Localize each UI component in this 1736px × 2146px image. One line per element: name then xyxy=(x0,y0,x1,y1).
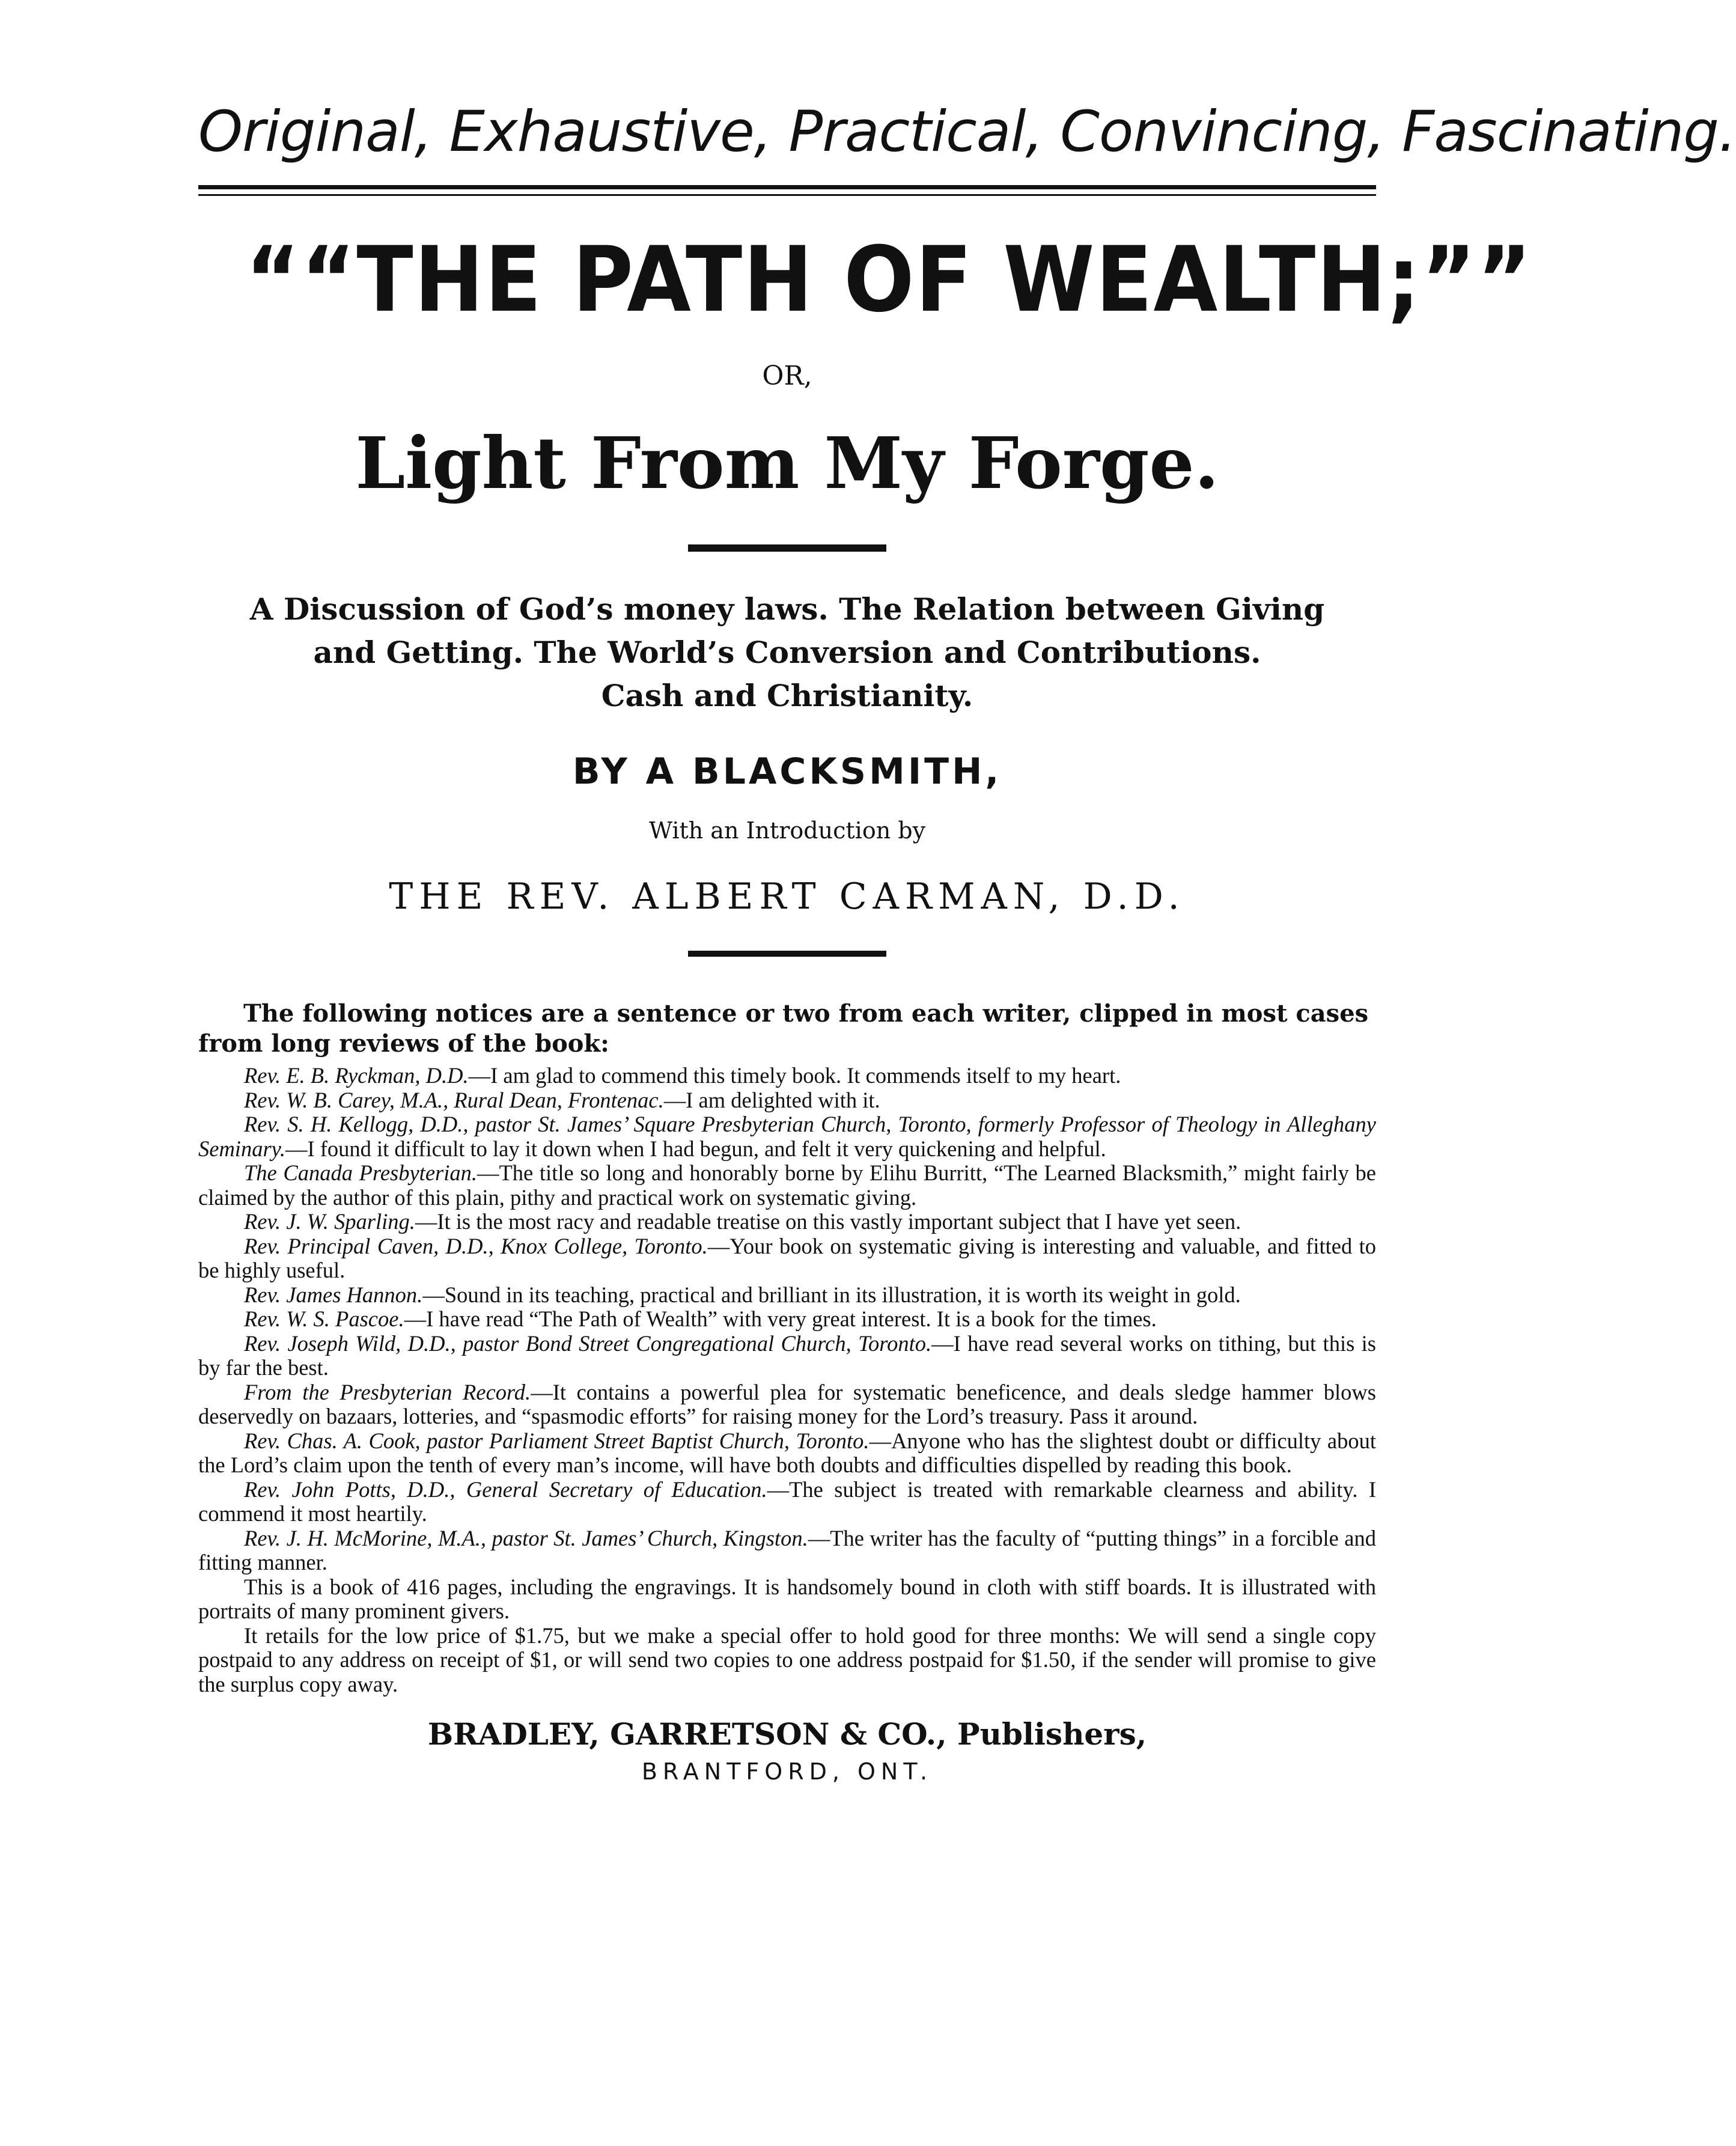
notice-text: —I am glad to commend this timely book. It commends itself to my heart. xyxy=(468,1063,1121,1088)
notice-source: Rev. E. B. Ryckman, D.D. xyxy=(244,1063,469,1088)
publisher-city: BRANTFORD, ONT. xyxy=(641,1758,933,1785)
notice-source: Rev. W. B. Carey, M.A., Rural Dean, Frontenac. xyxy=(244,1087,664,1112)
notice-text: —Anyone who has the slightest doubt or difficulty about the Lord’s claim upon the tenth of every man’s income, will have both doubts and difficulties dispelled by reading this book. xyxy=(198,1428,1376,1477)
notice xyxy=(198,1526,1376,1575)
notice xyxy=(198,1210,1376,1234)
notice-source: The Canada Presbyterian. xyxy=(244,1160,477,1185)
author-line: BY A BLACKSMITH, xyxy=(572,751,1002,793)
divider-rule-2 xyxy=(688,951,886,957)
notices-list xyxy=(198,1064,1376,1696)
notice-source: Rev. J. W. Sparling. xyxy=(244,1209,415,1234)
notice xyxy=(198,1478,1376,1526)
notice-text: It retails for the low price of $1.75, but we make a special offer to hold good for three months: We will send a single copy postpaid to any address on receipt of $1, or will send two copies to one address postpaid for $1.50, if the sender will promise to give the surplus copy away. xyxy=(198,1623,1376,1696)
notice xyxy=(198,1429,1376,1478)
notice xyxy=(198,1380,1376,1429)
book-description xyxy=(198,588,1376,718)
notice xyxy=(198,1332,1376,1380)
book-subtitle: Light From My Forge. xyxy=(355,421,1219,505)
description-line-1: A Discussion of God’s money laws. The Relation between Giving xyxy=(249,591,1325,627)
tagline: Original, Exhaustive, Practical, Convincing, Fascinating. xyxy=(198,99,1736,165)
notice-text: —The subject is treated with remarkable clearness and ability. I commend it most heartily. xyxy=(198,1477,1376,1526)
notice-text: —The writer has the faculty of “putting things” in a forcible and fitting manner. xyxy=(198,1525,1377,1574)
notice-text: —I found it difficult to lay it down when I had begun, and felt it very quickening and helpful. xyxy=(285,1136,1106,1161)
notice-text: —I am delighted with it. xyxy=(663,1087,880,1112)
notices-intro xyxy=(198,999,1376,1059)
notice-text: —It is the most racy and readable treatise on this vastly important subject that I have yet seen. xyxy=(415,1209,1241,1234)
notice-source: Rev. W. S. Pascoe. xyxy=(244,1306,404,1331)
notice-text: —The title so long and honorably borne by Elihu Burritt, “The Learned Blacksmith,” might fairly be claimed by the author of this plain, pithy and practical work on systematic giving. xyxy=(198,1160,1376,1210)
book-details xyxy=(198,1575,1376,1624)
notice xyxy=(198,1064,1376,1088)
notice-text: This is a book of 416 pages, including the engravings. It is handsomely bound in cloth with stiff boards. It is illustrated with portraits of many prominent givers. xyxy=(198,1574,1376,1623)
notice-text: —I have read several works on tithing, but this is by far the best. xyxy=(198,1331,1377,1380)
notice-source: Rev. James Hannon. xyxy=(244,1282,423,1307)
notice-source: Rev. Principal Caven, D.D., Knox College, Toronto. xyxy=(244,1233,708,1258)
divider-rule xyxy=(688,544,886,552)
notice-source: Rev. S. H. Kellogg, D.D., pastor St. James’ Square Presbyterian Church, Toronto, formerly Professor of Theology in Alleghany Seminary. xyxy=(198,1112,1376,1161)
notice-source: Rev. Chas. A. Cook, pastor Parliament Street Baptist Church, Toronto. xyxy=(244,1428,870,1453)
notice xyxy=(198,1307,1376,1332)
notice-source: Rev. Joseph Wild, D.D., pastor Bond Street Congregational Church, Toronto. xyxy=(244,1331,932,1356)
notice-text: —Sound in its teaching, practical and brilliant in its illustration, it is worth its weight in gold. xyxy=(422,1282,1241,1307)
notice-text: —Your book on systematic giving is interesting and valuable, and fitted to be highly useful. xyxy=(198,1233,1377,1282)
notice xyxy=(198,1283,1376,1308)
header-rule-thin xyxy=(198,194,1376,196)
description-line-2: and Getting. The World’s Conversion and Contributions. xyxy=(313,635,1261,670)
notice-source: From the Presbyterian Record. xyxy=(244,1379,531,1404)
introduction-label: With an Introduction by xyxy=(648,817,926,844)
publisher-name: BRADLEY, GARRETSON & CO., Publishers, xyxy=(427,1716,1147,1752)
introducer-name: THE REV. ALBERT CARMAN, D.D. xyxy=(389,876,1186,918)
price-offer xyxy=(198,1624,1376,1697)
book-title: ““THE PATH OF WEALTH;”” xyxy=(245,228,1533,332)
notice xyxy=(198,1112,1376,1161)
header-rule-thick xyxy=(198,185,1376,189)
notice-source: Rev. J. H. McMorine, M.A., pastor St. James’ Church, Kingston. xyxy=(244,1525,808,1550)
notice-text: —It contains a powerful plea for systematic beneficence, and deals sledge hammer blows deservedly on bazaars, lotteries, and “spasmodic efforts” for raising money for the Lord’s treasury. Pass it around. xyxy=(198,1379,1376,1428)
notice-text: —I have read “The Path of Wealth” with very great interest. It is a book for the times. xyxy=(404,1306,1157,1331)
notice xyxy=(198,1088,1376,1113)
notice xyxy=(198,1161,1376,1210)
advertisement-page xyxy=(198,90,1736,2091)
notice-source: Rev. John Potts, D.D., General Secretary of Education. xyxy=(244,1477,767,1502)
notice xyxy=(198,1234,1376,1283)
description-line-3: Cash and Christianity. xyxy=(601,678,973,713)
or-label: OR, xyxy=(762,361,812,391)
notices-intro-line-2: from long reviews of the book: xyxy=(198,1029,609,1058)
notices-intro-line-1: The following notices are a sentence or two from each writer, clipped in most cases xyxy=(243,999,1369,1028)
